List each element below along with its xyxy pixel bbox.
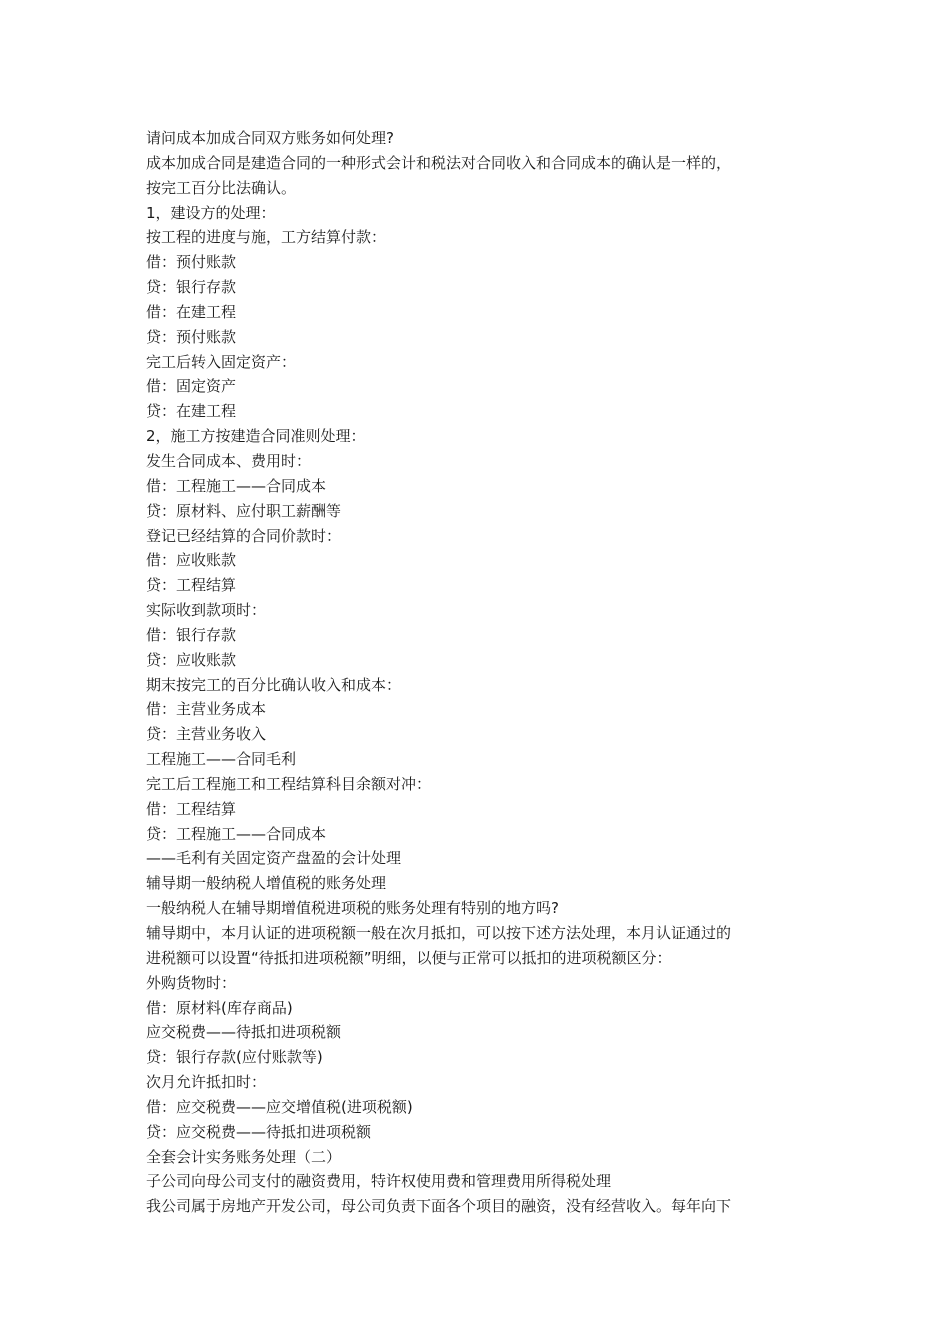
text-line: 贷：应收账款: [146, 650, 237, 669]
text-line: 贷：银行存款: [146, 278, 237, 297]
text-line: 期末按完工的百分比确认收入和成本：: [146, 675, 402, 694]
text-line: 贷：原材料、应付职工薪酬等: [146, 501, 342, 520]
text-line: 借：预付账款: [146, 253, 237, 272]
text-line: 贷：预付账款: [146, 327, 237, 346]
text-line: 外购货物时：: [146, 973, 237, 992]
text-line: 发生合同成本、费用时：: [146, 451, 312, 470]
text-line: 借：银行存款: [146, 625, 237, 644]
text-line: 借：应收账款: [146, 551, 237, 570]
text-line: 登记已经结算的合同价款时：: [146, 526, 342, 545]
text-line: 贷：应交税费——待抵扣进项税额: [146, 1122, 372, 1141]
text-line: 次月允许抵扣时：: [146, 1073, 267, 1092]
text-line: 贷：工程施工——合同成本: [146, 824, 327, 843]
text-line: 借：工程结算: [146, 799, 237, 818]
text-line: 借：应交税费——应交增值税(进项税额): [146, 1097, 413, 1116]
text-line: 一般纳税人在辅导期增值税进项税的账务处理有特别的地方吗?: [146, 899, 559, 918]
text-line: 全套会计实务账务处理（二）: [146, 1147, 342, 1166]
text-line: 借：原材料(库存商品): [146, 998, 293, 1017]
text-line: 1，建设方的处理：: [146, 203, 276, 222]
text-line: 按工程的进度与施，工方结算付款：: [146, 228, 387, 247]
text-line: 借：工程施工——合同成本: [146, 476, 327, 495]
text-line: 完工后转入固定资产：: [146, 352, 297, 371]
text-line: 我公司属于房地产开发公司，母公司负责下面各个项目的融资，没有经营收入。每年向下: [146, 1197, 732, 1216]
text-line: 2，施工方按建造合同准则处理：: [146, 427, 366, 446]
document-body: [146, 126, 806, 1219]
text-line: 贷：在建工程: [146, 402, 237, 421]
text-line: 应交税费——待抵扣进项税额: [146, 1023, 342, 1042]
text-line: 贷：主营业务收入: [146, 725, 267, 744]
text-line: 借：在建工程: [146, 302, 237, 321]
text-line: 请问成本加成合同双方账务如何处理?: [146, 129, 394, 147]
text-line: 辅导期一般纳税人增值税的账务处理: [146, 874, 387, 893]
text-line: 辅导期中，本月认证的进项税额一般在次月抵扣，可以按下述方法处理，本月认证通过的: [146, 924, 732, 942]
text-line: 贷：银行存款(应付账款等): [146, 1048, 323, 1067]
text-line: 成本加成合同是建造合同的一种形式会计和税法对合同收入和合同成本的确认是一样的，: [146, 153, 732, 172]
text-line: ——毛利有关固定资产盘盈的会计处理: [146, 849, 402, 868]
text-line: 贷：工程结算: [146, 576, 237, 595]
text-line: 子公司向母公司支付的融资费用，特许权使用费和管理费用所得税处理: [146, 1172, 612, 1191]
text-line: 借：固定资产: [146, 377, 237, 396]
text-line: 按完工百分比法确认。: [146, 178, 297, 197]
text-line: 完工后工程施工和工程结算科目余额对冲：: [146, 774, 432, 793]
text-line: 实际收到款项时：: [146, 601, 267, 620]
text-line: 工程施工——合同毛利: [146, 750, 297, 769]
text-line: 借：主营业务成本: [146, 700, 267, 719]
text-line: 进税额可以设置“待抵扣进项税额”明细，以便与正常可以抵扣的进项税额区分：: [146, 948, 672, 967]
